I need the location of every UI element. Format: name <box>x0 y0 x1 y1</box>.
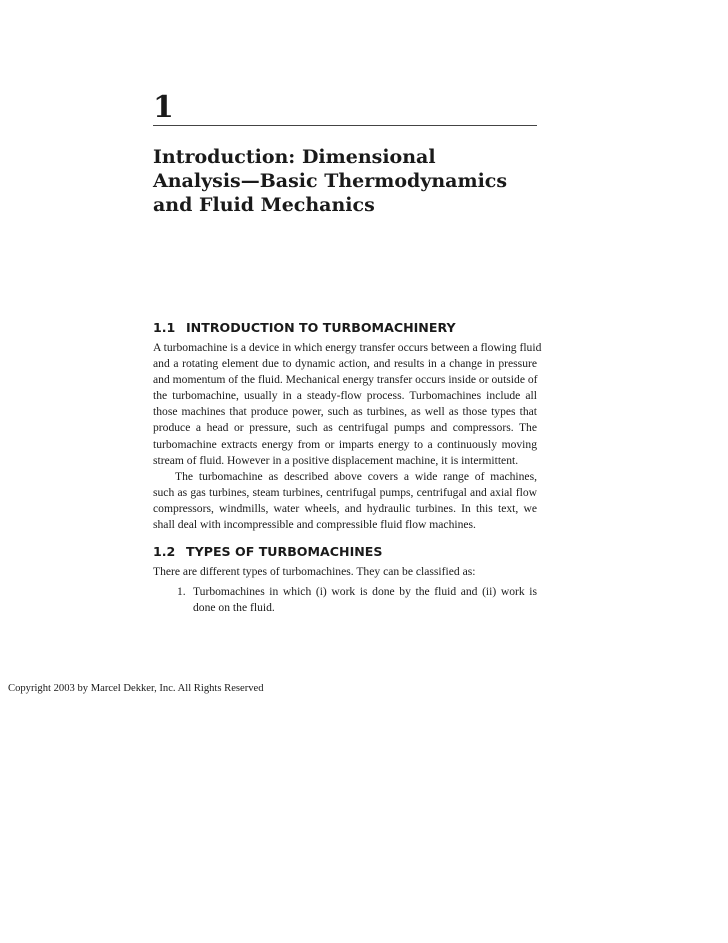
paragraph <box>153 340 542 469</box>
text-line: compressors, windmills, water wheels, and hydraulic turbines. In this text, we <box>153 501 537 515</box>
text-line: such as gas turbines, steam turbines, centrifugal pumps, centrifugal and axial flow <box>153 485 537 499</box>
chapter-title-line: and Fluid Mechanics <box>153 194 375 216</box>
text-line: the turbomachine, usually in a steady-flow process. Turbomachines include all <box>153 389 537 403</box>
text-line: done on the fluid. <box>193 601 275 615</box>
section-title: TYPES OF TURBOMACHINES <box>186 544 383 559</box>
paragraph <box>153 469 537 533</box>
types-list <box>153 584 537 616</box>
section-heading <box>153 320 537 336</box>
text-line: shall deal with incompressible and compressible fluid flow machines. <box>153 518 476 532</box>
text-line: and a rotating element due to dynamic action, and results in a change in pressure <box>153 357 537 371</box>
paragraph <box>153 564 537 580</box>
section-number: 1.2 <box>153 544 176 559</box>
section-number: 1.1 <box>153 320 176 335</box>
chapter-title-line: Introduction: Dimensional <box>153 146 436 168</box>
section-heading <box>153 544 537 560</box>
text-line: and momentum of the fluid. Mechanical energy transfer occurs inside or outside of <box>153 373 538 387</box>
text-line: There are different types of turbomachines. They can be classified as: <box>153 565 476 578</box>
chapter-title <box>153 145 543 217</box>
text-line: turbomachine extracts energy from or imparts energy to a continuously moving <box>153 437 537 451</box>
section-title: INTRODUCTION TO TURBOMACHINERY <box>186 320 456 335</box>
list-marker: 1. <box>177 585 186 599</box>
section-introduction <box>153 320 542 533</box>
text-line: The turbomachine as described above covers a wide range of machines, <box>175 469 537 483</box>
section-types <box>153 544 537 616</box>
list-item <box>153 584 537 616</box>
chapter-rule <box>153 125 537 126</box>
text-line: stream of fluid. However in a positive displacement machine, it is intermittent. <box>153 453 519 467</box>
text-line: Turbomachines in which (i) work is done by the fluid and (ii) work is <box>193 585 537 599</box>
text-line: A turbomachine is a device in which energy transfer occurs between a flowing fluid <box>153 341 542 354</box>
copyright-notice: Copyright 2003 by Marcel Dekker, Inc. All Rights Reserved <box>8 683 264 694</box>
text-line: produce a head or pressure, such as centrifugal pumps and compressors. The <box>153 421 537 435</box>
chapter-number: 1 <box>153 90 174 125</box>
chapter-title-line: Analysis—Basic Thermodynamics <box>153 170 508 192</box>
text-line: those machines that produce power, such as turbines, as well as those types that <box>153 405 537 419</box>
